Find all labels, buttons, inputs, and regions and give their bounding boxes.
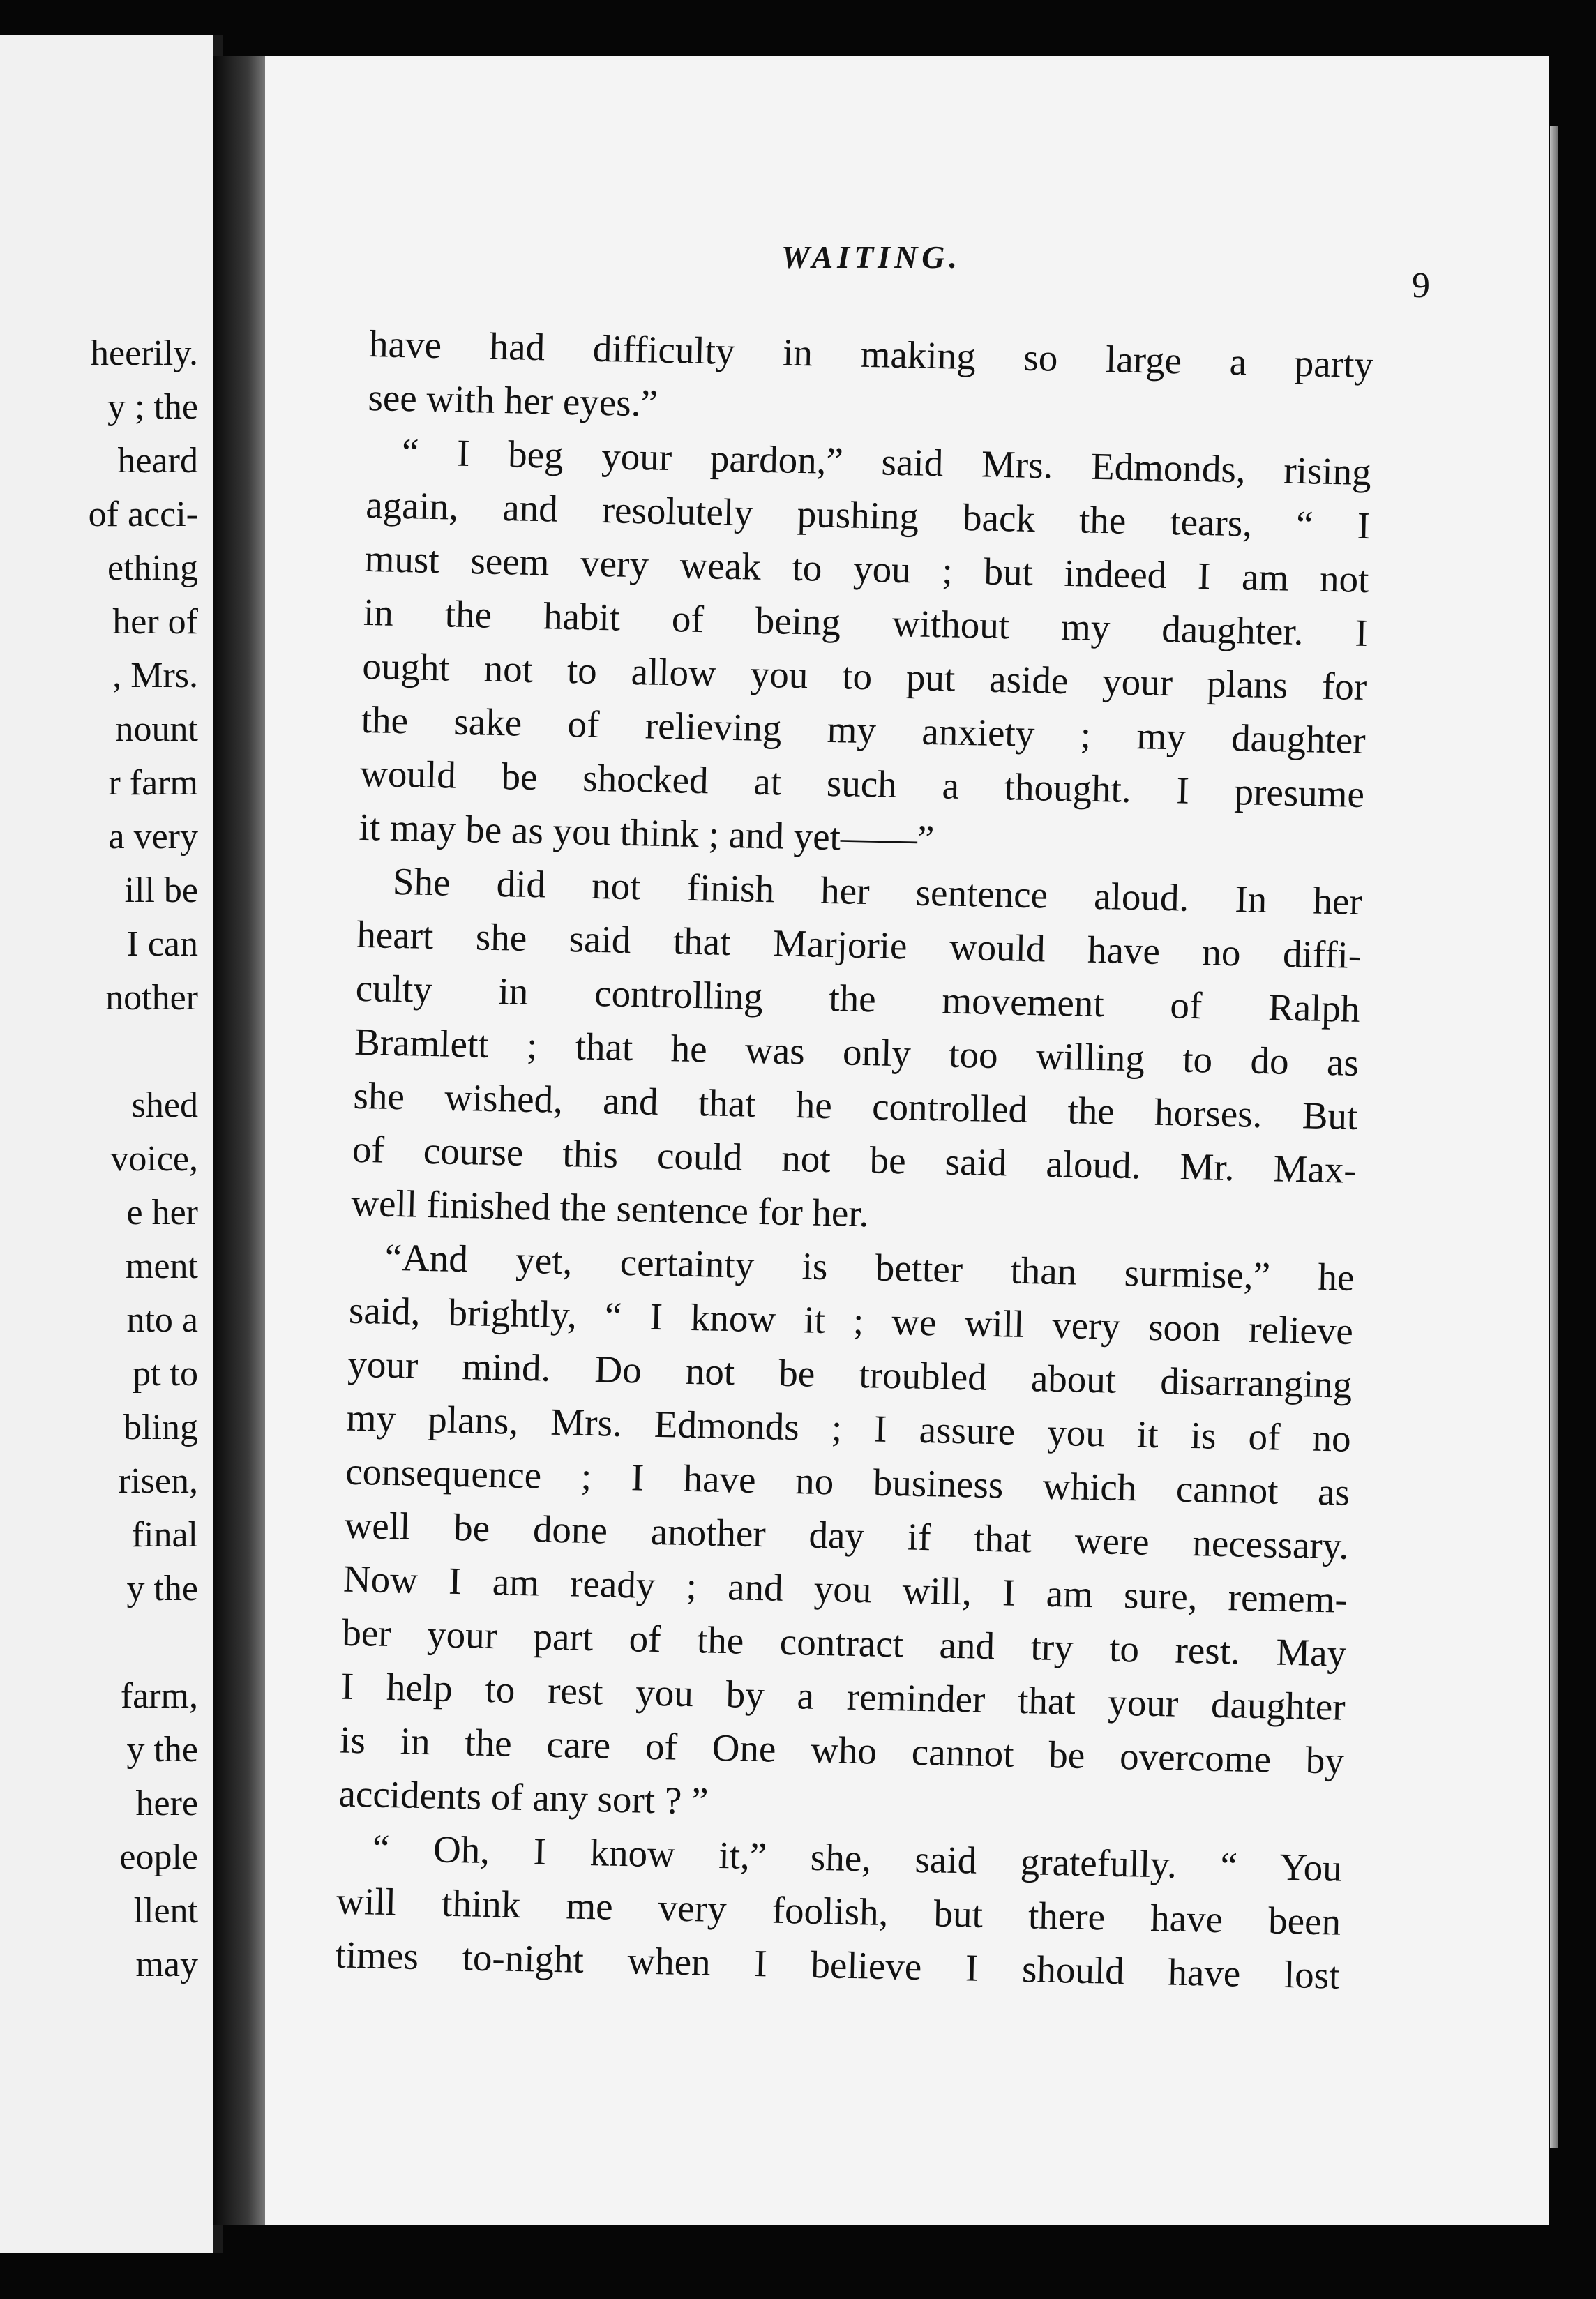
page-edge-shadow (1550, 126, 1558, 2148)
left-page-line-fragment: heerily. (91, 333, 198, 373)
left-page-gap (89, 1615, 198, 1669)
left-page-line-fragment: y the (126, 1730, 198, 1770)
right-page (265, 56, 1549, 2225)
left-page-line-fragment: bling (123, 1408, 198, 1447)
text-line: it may be as you think ; and yet——” (359, 805, 935, 861)
text-line: ber your part of the contract and try to rest. May (341, 1611, 1347, 1675)
text-line: again, and resolutely pushing back the tears, “ I (365, 483, 1371, 548)
text-line: Bramlett ; that he was only too willing to do as (354, 1020, 1360, 1084)
left-page-line-fragment: of acci- (88, 495, 198, 534)
text-line: is in the care of One who cannot be overcome by (339, 1718, 1345, 1782)
left-page-line-fragment: final (131, 1515, 198, 1555)
text-line: I help to rest you by a reminder that your daughter (340, 1664, 1346, 1728)
text-line: culty in controlling the movement of Ralph (355, 966, 1361, 1030)
text-line: ought not to allow you to put aside your plans for (361, 644, 1367, 709)
left-page-line-fragment: y ; the (107, 387, 198, 427)
left-page-text-fragments (89, 326, 198, 1991)
left-page-line-fragment: here (135, 1784, 198, 1823)
text-line: have had difficulty in making so large a party (368, 322, 1374, 386)
left-page-line-fragment: eople (119, 1837, 198, 1877)
text-line: must seem very weak to you ; but indeed I am not (364, 536, 1370, 601)
text-line: consequence ; I have no business which cannot as (345, 1449, 1350, 1514)
left-page-line-fragment: r farm (108, 763, 198, 803)
text-line: times to-night when I believe I should have lost (335, 1933, 1341, 1997)
text-line: Now I am ready ; and you will, I am sure, remem- (342, 1557, 1348, 1621)
page-number: 9 (1412, 266, 1430, 306)
text-line: will think me very foolish, but there have been (336, 1879, 1341, 1943)
text-line: see with her eyes.” (367, 375, 658, 425)
text-line: the sake of relieving my anxiety ; my daughter (361, 698, 1367, 762)
left-page-line-fragment: shed (131, 1085, 198, 1125)
text-line: of course this could not be said aloud. Mr. Max- (352, 1127, 1357, 1191)
text-line: my plans, Mrs. Edmonds ; I assure you it is of no (346, 1396, 1352, 1460)
left-page-line-fragment: nount (115, 709, 198, 749)
left-page-line-fragment: nto a (126, 1300, 198, 1340)
text-line: “ I beg your pardon,” said Mrs. Edmonds, rising (401, 430, 1372, 494)
left-page-line-fragment: may (135, 1945, 198, 1984)
text-line: well be done another day if that were necessary. (344, 1503, 1350, 1567)
text-line: in the habit of being without my daughter. I (363, 590, 1369, 655)
text-line: heart she said that Marjorie would have no diffi- (356, 912, 1362, 977)
body-text (335, 317, 1374, 2003)
text-line: she wished, and that he controlled the horses. But (352, 1073, 1358, 1138)
left-page-line-fragment: pt to (133, 1354, 198, 1394)
text-line: “ Oh, I know it,” she, said gratefully. “ You (372, 1826, 1343, 1890)
left-page-line-fragment: , Mrs. (112, 656, 198, 695)
left-page-line-fragment: risen, (118, 1461, 198, 1501)
left-page-line-fragment: a very (108, 817, 198, 857)
left-page-gap (89, 1025, 198, 1078)
left-page-line-fragment: ill be (124, 870, 198, 910)
left-page-line-fragment: e her (126, 1193, 198, 1233)
text-line: said, brightly, “ I know it ; we will very soon relieve (348, 1288, 1354, 1352)
left-page-line-fragment: y the (126, 1569, 198, 1608)
left-page-line-fragment: farm, (120, 1676, 198, 1716)
left-page-line-fragment: nother (105, 978, 198, 1018)
left-page-line-fragment: voice, (110, 1139, 198, 1179)
text-line: accidents of any sort ? ” (338, 1772, 709, 1823)
text-line: well finished the sentence for her. (350, 1181, 870, 1235)
left-page-line-fragment: ment (126, 1246, 198, 1286)
text-line: would be shocked at such a thought. I presume (359, 751, 1365, 816)
text-line: “And yet, certainty is better than surmise,” he (384, 1235, 1355, 1299)
running-head: WAITING. (781, 239, 962, 275)
text-line: She did not finish her sentence aloud. In her (392, 859, 1363, 923)
left-facing-page (0, 35, 223, 2253)
left-page-line-fragment: I can (126, 924, 198, 964)
left-page-line-fragment: llent (133, 1891, 198, 1931)
left-page-line-fragment: her of (112, 602, 198, 642)
text-line: your mind. Do not be troubled about disarranging (347, 1342, 1353, 1406)
left-page-line-fragment: heard (117, 441, 198, 481)
left-page-line-fragment: ething (107, 548, 198, 588)
